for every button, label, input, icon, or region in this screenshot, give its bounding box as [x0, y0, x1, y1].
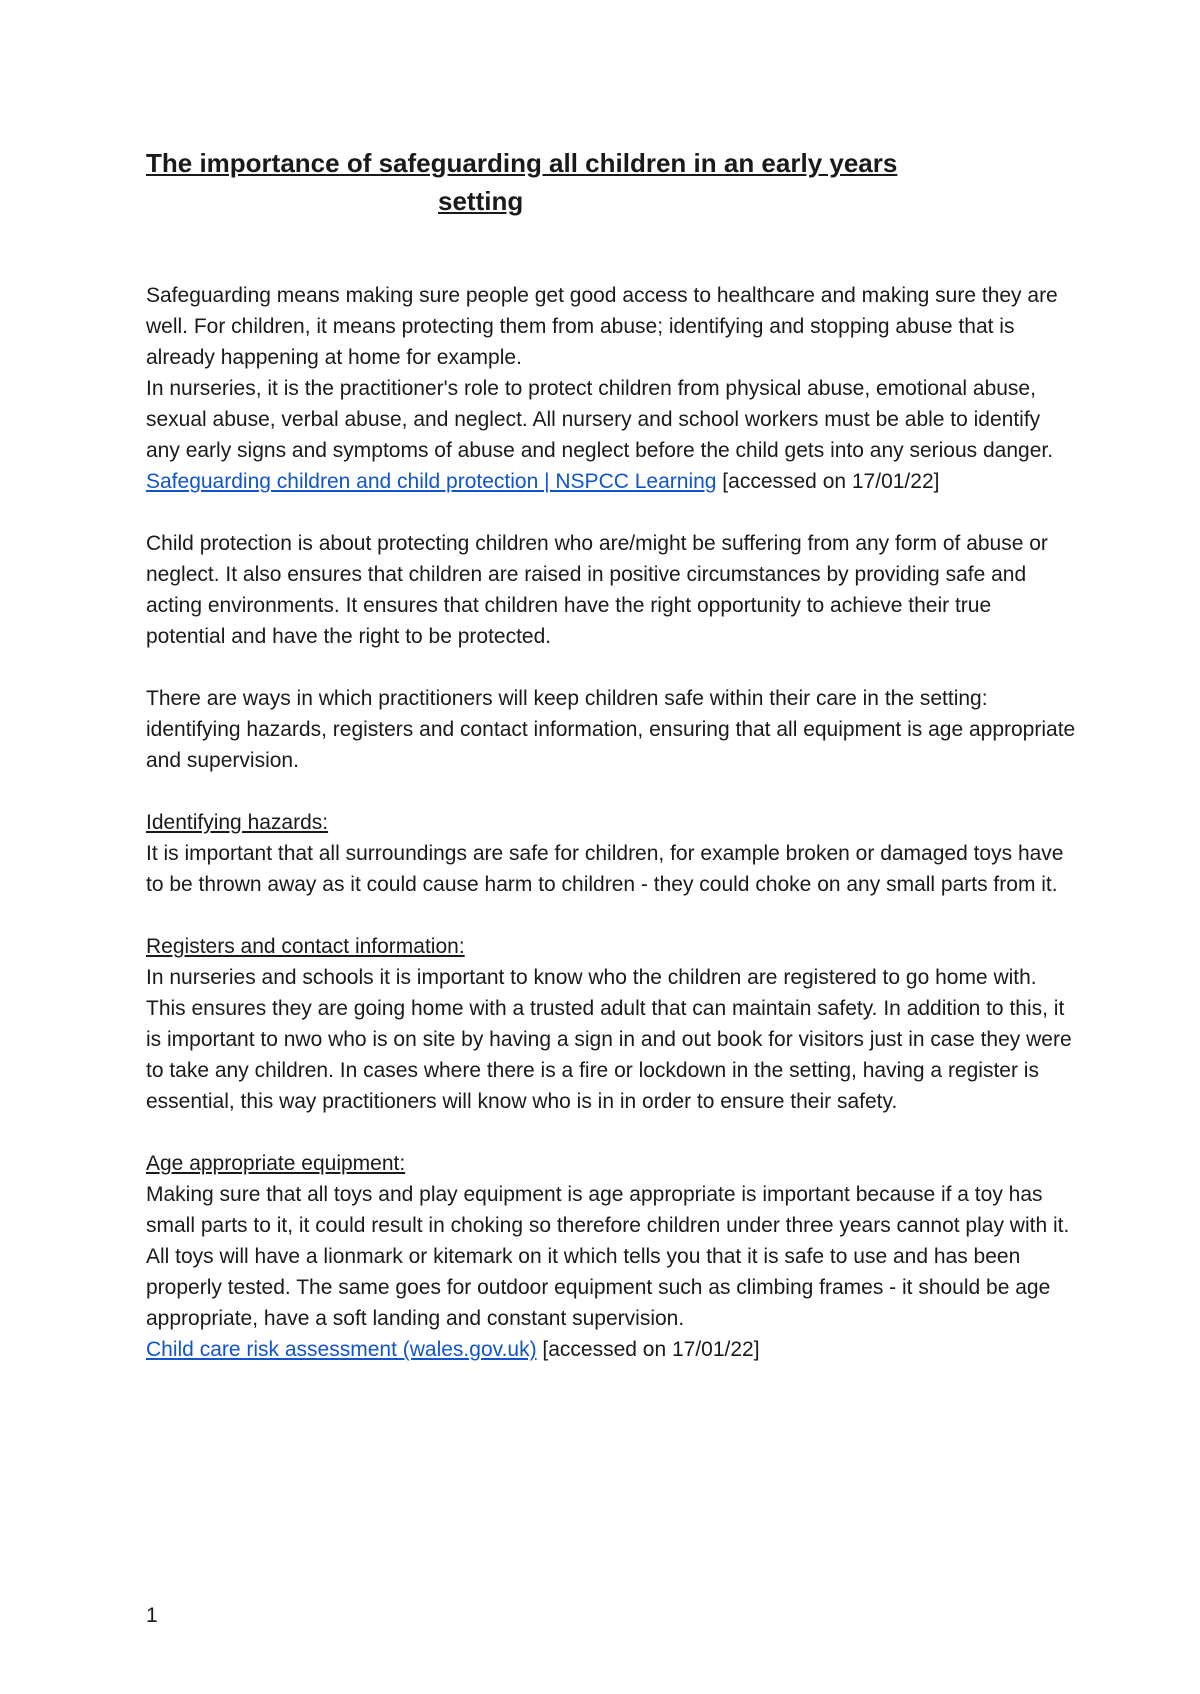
- equipment-heading: [146, 1148, 1076, 1179]
- hazards-heading: [146, 807, 1076, 838]
- document-title-line-1: The importance of safeguarding all children in an early years: [146, 148, 898, 178]
- document-title: [146, 144, 986, 220]
- child-protection-paragraph: Child protection is about protecting children who are/might be suffering from any form of abuse or neglect. It also ensures that children are raised in positive circumstances by providing safe and acting environments. It ensures that children have the right opportunity to achieve their true potential and have the right to be protected.: [146, 532, 1048, 648]
- equipment-reference: [146, 1334, 1076, 1365]
- spacer: [146, 497, 1076, 528]
- registers-paragraph: In nurseries and schools it is important to know who the children are registered to go home with. This ensures they are going home with a trusted adult that can maintain safety. In addition to this, it is important to nwo who is on site by having a sign in and out book for visitors just in case they were to take any children. In cases where there is a fire or lockdown in the setting, having a register is essential, this way practitioners will know who is in in order to ensure their safety.: [146, 966, 1072, 1113]
- equipment-reference-accessed: [accessed on 17/01/22]: [536, 1338, 760, 1361]
- nspcc-reference-link[interactable]: Safeguarding children and child protection | NSPCC Learning: [146, 470, 717, 493]
- ways-paragraph: There are ways in which practitioners will keep children safe within their care in the setting: identifying hazards, registers and contact information, ensuring that all equipment is age appropriate and supervision.: [146, 687, 1076, 772]
- hazards-heading-text: Identifying hazards:: [146, 811, 329, 834]
- spacer: [146, 1117, 1076, 1148]
- registers-heading-text: Registers and contact information:: [146, 935, 465, 958]
- page-number: 1: [146, 1604, 158, 1627]
- intro-paragraph-1: Safeguarding means making sure people get good access to healthcare and making sure they are well. For children, it means protecting them from abuse; identifying and stopping abuse that is already happening at home for example.: [146, 284, 1058, 369]
- document-title-line-2: setting: [438, 186, 524, 216]
- spacer: [146, 652, 1076, 683]
- registers-heading: [146, 931, 1076, 962]
- intro-paragraph-2: In nurseries, it is the practitioner's role to protect children from physical abuse, emotional abuse, sexual abuse, verbal abuse, and neglect. All nursery and school workers must be able to identify any early signs and symptoms of abuse and neglect before the child gets into any serious danger.: [146, 377, 1054, 462]
- spacer: [146, 900, 1076, 931]
- wales-gov-reference-link[interactable]: Child care risk assessment (wales.gov.uk): [146, 1338, 537, 1361]
- intro-reference-accessed: [accessed on 17/01/22]: [716, 470, 940, 493]
- equipment-heading-text: Age appropriate equipment:: [146, 1152, 406, 1175]
- document-body: [146, 280, 1076, 1365]
- spacer: [146, 776, 1076, 807]
- hazards-paragraph: It is important that all surroundings are safe for children, for example broken or damaged toys have to be thrown away as it could cause harm to children - they could choke on any small parts from it.: [146, 842, 1064, 896]
- intro-reference: [146, 466, 1076, 497]
- equipment-paragraph: Making sure that all toys and play equipment is age appropriate is important because if a toy has small parts to it, it could result in choking so therefore children under three years cannot play with it. All toys will have a lionmark or kitemark on it which tells you that it is safe to use and has been properly tested. The same goes for outdoor equipment such as climbing frames - it should be age appropriate, have a soft landing and constant supervision.: [146, 1183, 1070, 1330]
